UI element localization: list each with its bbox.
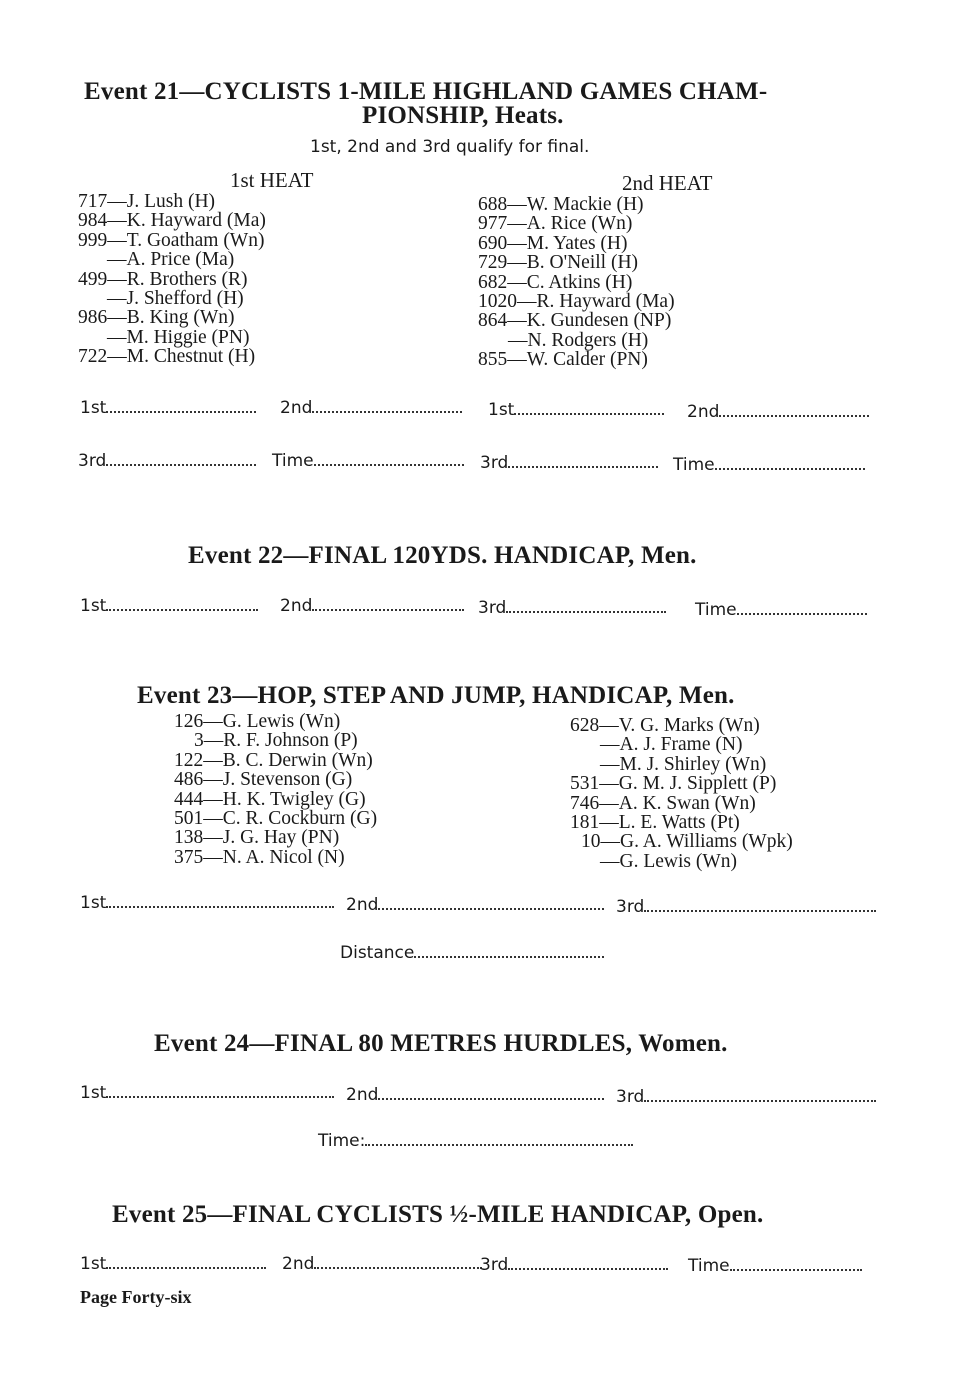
event21-heat1-second-line: 2nd <box>280 398 462 418</box>
event24-first-line: 1st <box>80 1083 334 1103</box>
event24-third-line: 3rd <box>616 1087 876 1107</box>
distance-blank <box>414 952 604 958</box>
jump-entry: 122—B. C. Derwin (Wn) <box>174 749 373 771</box>
first-place-blank <box>514 409 664 415</box>
heat1-entry: 999—T. Goatham (Wn) <box>78 229 265 251</box>
event25-first-line: 1st <box>80 1254 266 1274</box>
third-place-blank <box>106 460 256 466</box>
page-number: Page Forty-six <box>80 1287 192 1307</box>
heat1-heading: 1st HEAT <box>230 168 314 192</box>
jump-entry: 181—L. E. Watts (Pt) <box>570 812 740 834</box>
heat1-entry: 499—R. Brothers (R) <box>78 268 248 290</box>
jump-entry: 628—V. G. Marks (Wn) <box>570 715 760 736</box>
jump-entry: 138—J. G. Hay (PN) <box>174 827 340 849</box>
event25-second-line: 2nd <box>282 1254 482 1274</box>
event25-time-line: Time <box>688 1256 862 1276</box>
second-place-blank <box>378 904 604 910</box>
time-blank <box>737 609 867 615</box>
event22-third-line: 3rd <box>478 598 666 618</box>
heat2-entry-list <box>478 195 675 370</box>
jump-entry: 486—J. Stevenson (G) <box>174 769 353 791</box>
event25-third-line: 3rd <box>480 1255 668 1275</box>
heat2-entry: 688—W. Mackie (H) <box>478 194 644 215</box>
event21-heat1-time-line: Time <box>272 451 464 471</box>
time-blank <box>314 460 464 466</box>
first-place-blank <box>106 1092 334 1098</box>
jump-entry: 3—R. F. Johnson (P) <box>194 730 358 752</box>
heat1-entry-list <box>78 192 266 367</box>
heat2-entry: 690—M. Yates (H) <box>478 232 628 254</box>
event25-title: Event 25—FINAL CYCLISTS ½-MILE HANDICAP, Open. <box>112 1201 764 1228</box>
second-place-blank <box>312 407 462 413</box>
jump-entry: 531—G. M. J. Sipplett (P) <box>570 773 777 795</box>
jump-entry: 444—H. K. Twigley (G) <box>174 788 366 810</box>
jump-entry: 375—N. A. Nicol (N) <box>174 846 345 868</box>
event23-right-entry-list <box>570 716 793 871</box>
third-place-blank <box>508 462 658 468</box>
third-place-blank <box>644 1096 876 1102</box>
event23-distance-line: Distance <box>340 943 604 963</box>
event21-heat1-third-line: 3rd <box>78 451 256 471</box>
event21-heat2-first-line: 1st <box>488 400 664 420</box>
event21-heat2-time-line: Time <box>673 455 865 475</box>
third-place-blank <box>508 1264 668 1270</box>
jump-entry: 10—G. A. Williams (Wpk) <box>581 831 793 853</box>
jump-entry: 746—A. K. Swan (Wn) <box>570 792 756 814</box>
time-blank <box>715 464 865 470</box>
second-place-blank <box>312 605 464 611</box>
event22-second-line: 2nd <box>280 596 464 616</box>
heat1-entry: —J. Shefford (H) <box>107 288 244 310</box>
heat2-entry: 1020—R. Hayward (Ma) <box>478 291 675 313</box>
third-place-blank <box>506 607 666 613</box>
heat2-entry: 729—B. O'Neill (H) <box>478 252 639 274</box>
first-place-blank <box>106 902 334 908</box>
event24-title: Event 24—FINAL 80 METRES HURDLES, Women. <box>154 1030 728 1057</box>
jump-entry: 126—G. Lewis (Wn) <box>174 711 341 732</box>
event21-title-line1: Event 21—CYCLISTS 1-MILE HIGHLAND GAMES CHAM- <box>84 78 768 105</box>
heat1-entry: 717—J. Lush (H) <box>78 191 216 212</box>
jump-entry: —M. J. Shirley (Wn) <box>600 753 767 775</box>
event21-heat1-first-line: 1st <box>80 398 256 418</box>
event23-title: Event 23—HOP, STEP AND JUMP, HANDICAP, Men. <box>137 682 735 709</box>
second-place-blank <box>719 411 869 417</box>
event22-title: Event 22—FINAL 120YDS. HANDICAP, Men. <box>188 542 697 569</box>
event23-second-line: 2nd <box>346 895 604 915</box>
second-place-blank <box>314 1263 482 1269</box>
event22-time-line: Time <box>695 600 867 620</box>
event24-time-line: Time: <box>318 1131 633 1151</box>
heat2-entry: 855—W. Calder (PN) <box>478 349 648 371</box>
heat2-entry: —N. Rodgers (H) <box>508 329 649 351</box>
event24-second-line: 2nd <box>346 1085 604 1105</box>
event21-subtitle: 1st, 2nd and 3rd qualify for final. <box>310 137 590 157</box>
event21-heat2-third-line: 3rd <box>480 453 658 473</box>
event21-heat2-second-line: 2nd <box>687 402 869 422</box>
heat1-entry: —M. Higgie (PN) <box>107 326 250 348</box>
third-place-blank <box>644 906 876 912</box>
first-place-blank <box>106 1263 266 1269</box>
heat2-heading: 2nd HEAT <box>622 171 713 195</box>
first-place-blank <box>106 605 258 611</box>
event23-left-entry-list <box>174 712 377 867</box>
jump-entry: —G. Lewis (Wn) <box>600 850 738 872</box>
heat1-entry: 986—B. King (Wn) <box>78 307 235 329</box>
time-blank <box>730 1265 862 1271</box>
heat2-entry: 864—K. Gundesen (NP) <box>478 310 672 332</box>
heat2-entry: 977—A. Rice (Wn) <box>478 213 633 235</box>
first-place-blank <box>106 407 256 413</box>
second-place-blank <box>378 1094 604 1100</box>
event21-title-line2: PIONSHIP, Heats. <box>362 102 564 129</box>
heat2-entry: 682—C. Atkins (H) <box>478 271 633 293</box>
heat1-entry: 984—K. Hayward (Ma) <box>78 210 266 232</box>
time-blank <box>365 1140 633 1146</box>
event23-first-line: 1st <box>80 893 334 913</box>
jump-entry: —A. J. Frame (N) <box>600 734 743 756</box>
heat1-entry: 722—M. Chestnut (H) <box>78 346 256 368</box>
heat1-entry: —A. Price (Ma) <box>107 249 235 271</box>
jump-entry: 501—C. R. Cockburn (G) <box>174 808 378 830</box>
event23-third-line: 3rd <box>616 897 876 917</box>
event22-first-line: 1st <box>80 596 258 616</box>
